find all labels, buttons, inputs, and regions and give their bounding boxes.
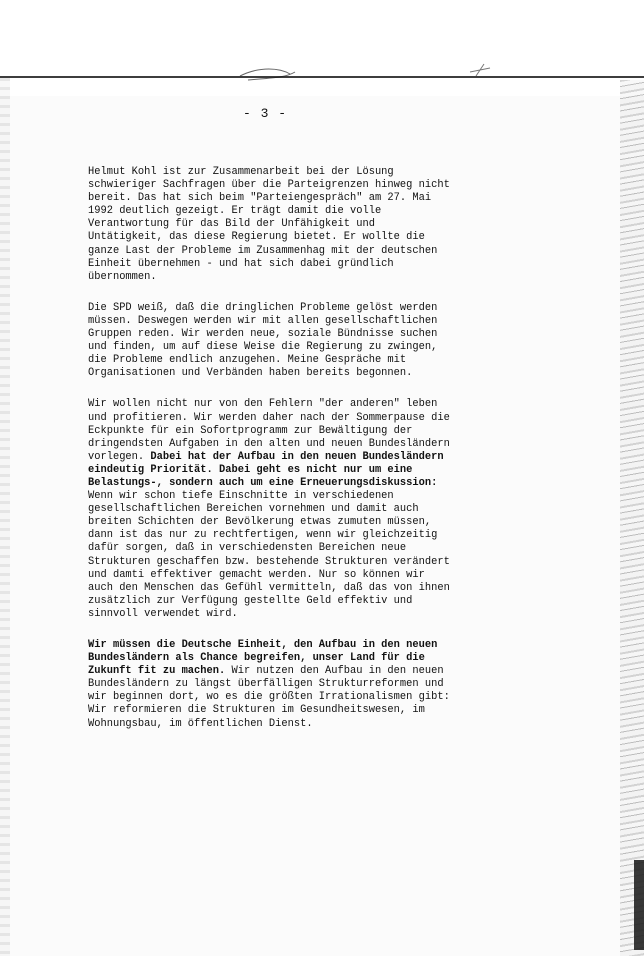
text-segment: 1992 deutlich gezeigt. Er trägt damit die volle	[88, 205, 382, 218]
text-line	[88, 608, 466, 621]
text-line	[88, 464, 466, 477]
text-segment: gesellschaftlichen Bereichen vornehmen und damit auch	[88, 503, 419, 516]
text-segment: Helmut Kohl ist zur Zusammenarbeit bei der Lösung	[88, 166, 394, 178]
scan-right-corner-shadow	[634, 860, 644, 950]
text-segment: Eckpunkte für ein Sofortprogramm zur Bewältigung der	[88, 424, 413, 437]
text-line	[88, 542, 466, 555]
text-segment: Organisationen und Verbänden haben bereits begonnen.	[88, 367, 413, 380]
text-segment: Bundesländern zu längst überfälligen Strukturreformen und	[88, 678, 444, 691]
text-line	[88, 704, 466, 717]
paragraph	[88, 302, 466, 381]
text-line	[88, 179, 466, 192]
text-line	[88, 258, 466, 271]
text-segment: auch den Menschen das Gefühl vermitteln, daß das von ihnen	[88, 581, 450, 594]
text-line	[88, 271, 466, 284]
text-line	[88, 438, 466, 451]
text-line	[88, 665, 466, 678]
paragraph	[88, 398, 466, 621]
text-segment: Gruppen reden. Wir werden neue, soziale Bündnisse suchen	[88, 328, 438, 341]
text-line	[88, 516, 466, 529]
text-segment: müssen. Deswegen werden wir mit allen gesellschaftlichen	[88, 314, 438, 327]
text-segment: zusätzlich zur Verfügung gestellte Geld effektiv und	[88, 594, 413, 607]
handwritten-marks	[200, 58, 520, 88]
body-text	[88, 166, 466, 749]
text-segment: sinnvoll verwendet wird.	[88, 607, 238, 620]
text-line	[88, 412, 466, 425]
text-line	[88, 582, 466, 595]
text-line	[88, 556, 466, 569]
text-segment: Die SPD weiß, daß die dringlichen Probleme gelöst werden	[88, 301, 438, 314]
text-line	[88, 718, 466, 731]
text-segment: und profitieren. Wir werden daher nach der Sommerpause die	[88, 411, 450, 424]
paragraph	[88, 639, 466, 731]
bold-text-segment: eindeutig Priorität. Dabei geht es nicht nur um eine	[88, 463, 413, 476]
paragraph	[88, 166, 466, 284]
text-line	[88, 315, 466, 328]
page-number: - 3 -	[242, 106, 287, 121]
text-segment: Wir reformieren die Strukturen im Gesundheitswesen, im	[88, 704, 425, 717]
bold-text-segment: Dabei hat der Aufbau in den neuen Bundesländern	[150, 450, 444, 463]
text-line	[88, 367, 466, 380]
text-segment: vorlegen.	[88, 450, 151, 463]
text-segment: dringendsten Aufgaben in den alten und neuen Bundesländern	[88, 437, 450, 450]
text-line	[88, 341, 466, 354]
text-line	[88, 218, 466, 231]
text-line	[88, 192, 466, 205]
text-line	[88, 678, 466, 691]
text-line	[88, 231, 466, 244]
text-line	[88, 451, 466, 464]
text-segment: die Probleme endlich anzugehen. Meine Gespräche mit	[88, 354, 407, 367]
text-segment: Einheit übernehmen - und hat sich dabei gründlich	[88, 257, 394, 270]
text-line	[88, 302, 466, 315]
text-segment: ganze Last der Probleme im Zusammenhag mit der deutschen	[88, 244, 438, 257]
text-line	[88, 425, 466, 438]
scan-right-edge	[620, 80, 644, 956]
text-line	[88, 569, 466, 582]
text-line	[88, 205, 466, 218]
text-segment: dann ist das nur zu rechtfertigen, wenn wir gleichzeitig	[88, 529, 438, 542]
bold-text-segment: Zukunft fit zu machen.	[88, 665, 226, 678]
bold-text-segment: Belastungs-, sondern auch um eine Erneuerungsdiskussion:	[88, 476, 438, 489]
scan-edge-line	[0, 76, 644, 78]
text-line	[88, 490, 466, 503]
text-segment: dafür sorgen, daß in verschiedensten Bereichen neue	[88, 542, 407, 555]
text-line	[88, 354, 466, 367]
text-line	[88, 639, 466, 652]
text-segment: Wir nutzen den Aufbau in den neuen	[225, 665, 444, 678]
text-segment: Wohnungsbau, im öffentlichen Dienst.	[88, 717, 313, 730]
text-segment: Wenn wir schon tiefe Einschnitte in verschiedenen	[88, 490, 394, 503]
text-line	[88, 652, 466, 665]
text-line	[88, 503, 466, 516]
text-segment: bereit. Das hat sich beim "Parteiengespräch" am 27. Mai	[88, 192, 432, 205]
bold-text-segment: Wir müssen die Deutsche Einheit, den Aufbau in den neuen	[88, 639, 438, 651]
text-line	[88, 245, 466, 258]
bold-text-segment: Bundesländern als Chance begreifen, unser Land für die	[88, 652, 425, 665]
text-segment: wir beginnen dort, wo es die größten Irrationalismen gibt:	[88, 691, 450, 704]
text-segment: und damti effektiver gemacht werden. Nur so können wir	[88, 568, 425, 581]
text-line	[88, 328, 466, 341]
text-line	[88, 398, 466, 411]
text-segment: übernommen.	[88, 270, 157, 283]
text-line	[88, 166, 466, 179]
text-segment: Verantwortung für das Bild der Unfähigkeit und	[88, 218, 375, 231]
text-segment: Wir wollen nicht nur von den Fehlern "der anderen" leben	[88, 398, 438, 411]
text-segment: Untätigkeit, das diese Regierung bietet. Er wollte die	[88, 231, 425, 244]
text-line	[88, 691, 466, 704]
text-line	[88, 595, 466, 608]
text-line	[88, 529, 466, 542]
text-segment: und finden, um auf diese Weise die Regierung zu zwingen,	[88, 341, 438, 354]
text-segment: Strukturen geschaffen bzw. bestehende Strukturen verändert	[88, 555, 450, 568]
scan-left-edge	[0, 78, 10, 956]
text-segment: breiten Schichten der Bevölkerung etwas zumuten müssen,	[88, 516, 432, 529]
text-line	[88, 477, 466, 490]
text-segment: schwieriger Sachfragen über die Parteigrenzen hinweg nicht	[88, 179, 450, 192]
